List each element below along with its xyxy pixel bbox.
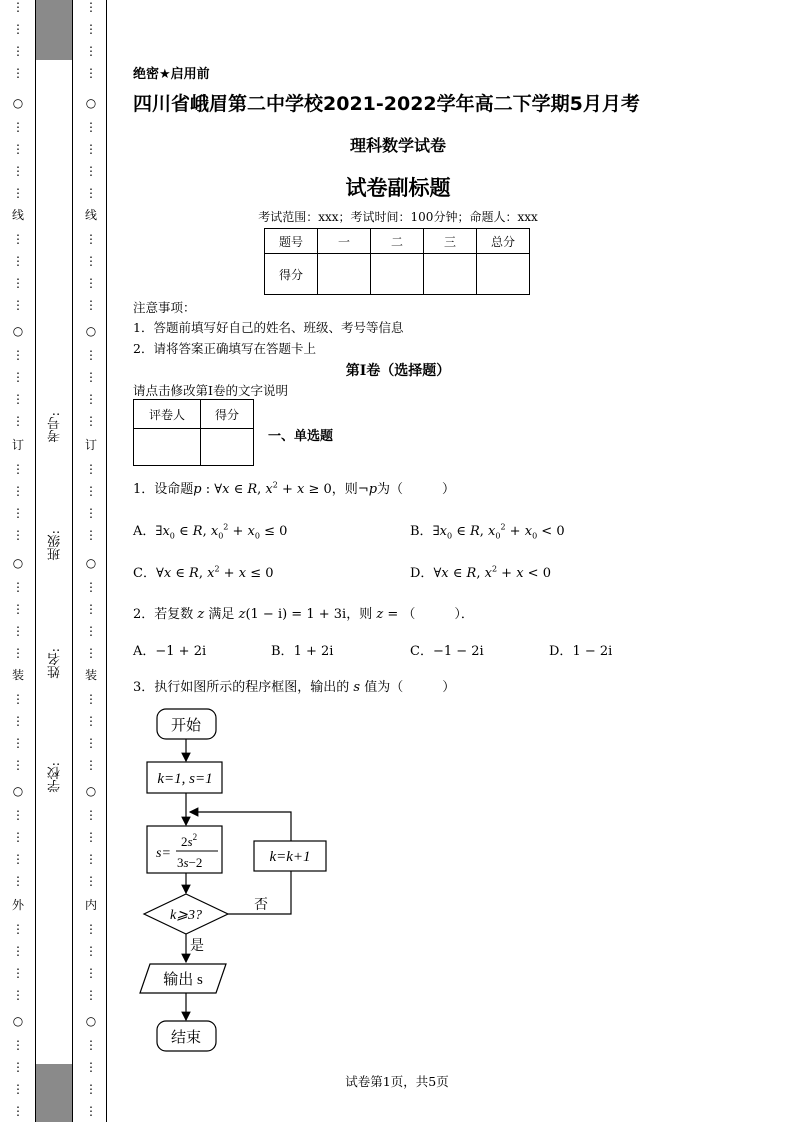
seal-char: 外 [11, 898, 24, 912]
grader-cell [201, 429, 254, 466]
flow-s-label: s= [156, 846, 171, 861]
confidential-label: 绝密★启用前 [133, 67, 210, 82]
flow-init-text: k=1, s=1 [157, 771, 213, 787]
question-1-option-b[interactable]: B．$\exists x_0$ ∈ R, $x_0^2 + x_0 < 0$ [410, 522, 565, 541]
margin-rule [106, 0, 107, 1122]
field-school: 学校: [48, 762, 63, 793]
field-class: 班级: [48, 530, 63, 561]
section-title: 第I卷（选择题） [345, 363, 451, 379]
question-1-stem: 1．设命题p : ∀x ∈ R, $x^2 + x \ge 0$，则¬p为（ ） [133, 480, 456, 497]
note-item: 1．答题前填写好自己的姓名、班级、考号等信息 [133, 320, 404, 335]
flow-denominator: 3s−2 [177, 855, 203, 870]
score-header: 三 [424, 229, 477, 254]
grader-cell [134, 429, 201, 466]
score-header: 二 [371, 229, 424, 254]
exam-info: 考试范围：xxx；考试时间：100分钟；命题人：xxx [258, 210, 538, 224]
score-header: 总分 [477, 229, 530, 254]
section-description: 请点击修改第I卷的文字说明 [133, 383, 288, 398]
flow-numerator: $2s^2$ [181, 832, 198, 849]
score-cell [371, 254, 424, 295]
flow-output-text: 输出 s [163, 972, 203, 988]
seal-char: 装 [84, 668, 97, 682]
seal-char: 线 [11, 208, 24, 222]
score-row-label: 得分 [265, 254, 318, 295]
field-exam-no: 考号: [48, 412, 63, 443]
outer-dot-column: ⋮ ⋮ ⋮ ⋮ ○ ⋮ ⋮ ⋮ ⋮ 线 ⋮ ⋮ ⋮ ⋮ ○ ⋮ ⋮ ⋮ ⋮ 订 ⋮ ⋮ ⋮ ⋮ ○ ⋮ ⋮ ⋮ ⋮ 装 ⋮ ⋮ ⋮ ⋮ ○ ⋮ ⋮ ⋮ ⋮ 外 ⋮ ⋮ ⋮ ⋮ ○ ⋮ ⋮ ⋮ ⋮ [11, 0, 24, 1118]
question-2-option-b[interactable]: B．1 + 2i [271, 644, 334, 659]
score-table [264, 228, 530, 295]
question-2-option-a[interactable]: A．−1 + 2i [133, 644, 207, 659]
question-type: 一、单选题 [268, 429, 334, 444]
field-name: 姓名: [48, 648, 63, 679]
flow-yes-label: 是 [190, 939, 204, 954]
seal-strip-shade-top [36, 0, 72, 60]
exam-subtitle: 理科数学试卷 [349, 136, 446, 155]
grader-table [133, 399, 254, 466]
question-1-option-c[interactable]: C．∀x ∈ R, $x^2 + x \le 0$ [133, 564, 274, 581]
flow-no-label: 否 [254, 898, 268, 913]
inner-dot-column: ⋮ ⋮ ⋮ ⋮ ○ ⋮ ⋮ ⋮ ⋮ 线 ⋮ ⋮ ⋮ ⋮ ○ ⋮ ⋮ ⋮ ⋮ 订 ⋮ ⋮ ⋮ ⋮ ○ ⋮ ⋮ ⋮ ⋮ 装 ⋮ ⋮ ⋮ ⋮ ○ ⋮ ⋮ ⋮ ⋮ 内 ⋮ ⋮ ⋮ ⋮ ○ ⋮ ⋮ ⋮ ⋮ [84, 0, 97, 1118]
seal-char: 内 [84, 898, 97, 912]
note-item: 2．请将答案正确填写在答题卡上 [133, 341, 316, 356]
score-cell [424, 254, 477, 295]
score-header: 题号 [265, 229, 318, 254]
flowchart [130, 700, 360, 1060]
exam-title: 四川省峨眉第二中学校2021-2022学年高二下学期5月月考 [133, 93, 640, 115]
flow-decision-text: k⩾3? [170, 908, 202, 923]
flow-start-text: 开始 [170, 718, 202, 734]
seal-char: 装 [11, 668, 24, 682]
score-header: 一 [318, 229, 371, 254]
question-2-option-c[interactable]: C．−1 − 2i [410, 644, 484, 659]
seal-char: 订 [84, 438, 97, 452]
question-1-option-d[interactable]: D．∀x ∈ R, $x^2 + x < 0$ [410, 564, 551, 581]
seal-char: 订 [11, 438, 24, 452]
grader-header: 评卷人 [134, 400, 201, 429]
flow-end-text: 结束 [170, 1030, 202, 1046]
grader-header: 得分 [201, 400, 254, 429]
seal-char: 线 [84, 208, 97, 222]
question-2-option-d[interactable]: D．1 − 2i [549, 644, 613, 659]
score-cell [477, 254, 530, 295]
page-footer: 试卷第1页，共5页 [345, 1074, 449, 1089]
seal-strip [35, 0, 73, 1122]
flow-increment-text: k=k+1 [269, 849, 311, 865]
question-1-option-a[interactable]: A．$\exists x_0$ ∈ R, $x_0^2 + x_0 \le 0$ [133, 522, 288, 541]
question-2-stem: 2．若复数 z 满足 z(1 − i) = 1 + 3i，则 z = （ ）． [133, 607, 474, 622]
question-3-stem: 3．执行如图所示的程序框图，输出的 s 值为（ ） [133, 680, 456, 695]
notes-title: 注意事项： [133, 300, 196, 315]
score-cell [318, 254, 371, 295]
exam-subtitle-2: 试卷副标题 [345, 176, 451, 200]
